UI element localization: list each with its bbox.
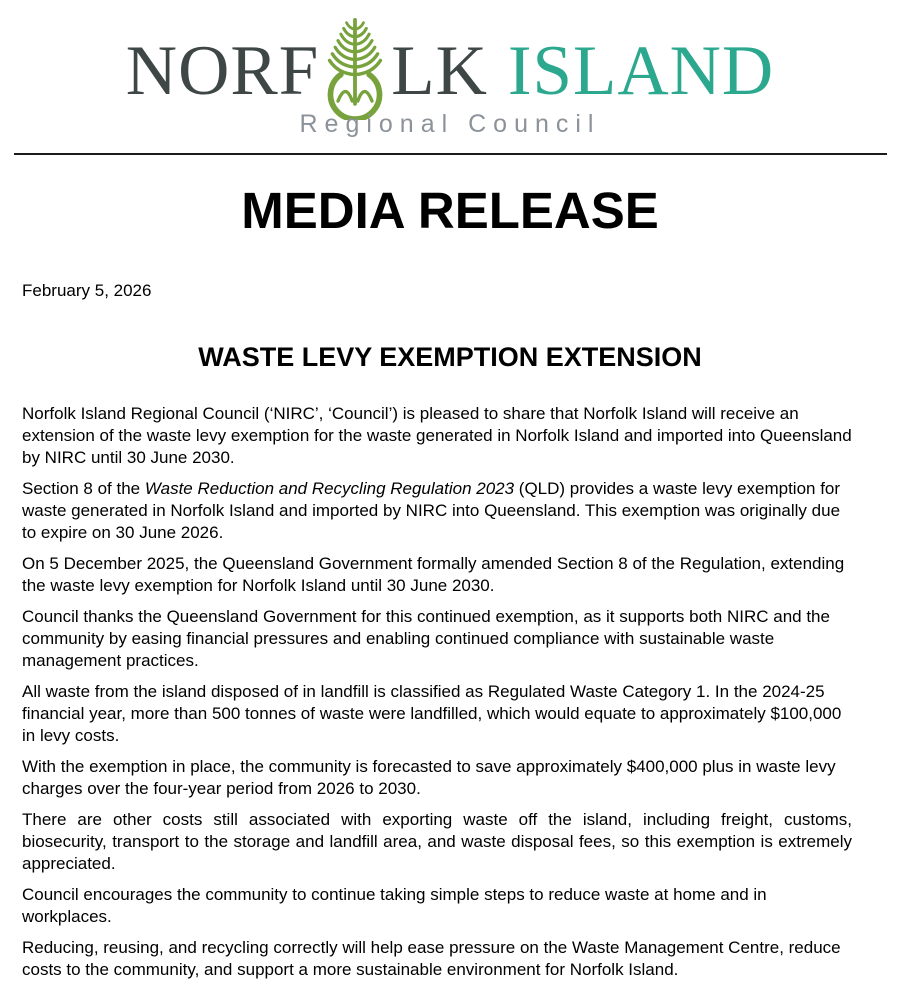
paragraph-2-lead: Section 8 of the <box>22 479 145 499</box>
paragraph-1: Norfolk Island Regional Council (‘NIRC’, ‘Council’) is pleased to share that Norfolk Island will receive an extension of the waste levy exemption for the waste generated in Norfolk Island and imported into Queensland by NIRC until 30 June 2030. <box>22 404 852 468</box>
media-release-title: MEDIA RELEASE <box>241 182 659 239</box>
norfolk-pine-icon <box>322 16 388 120</box>
paragraph-5: All waste from the island disposed of in landfill is classified as Regulated Waste Category 1. In the 2024-25 financial year, more than 500 tonnes of waste were landfilled, which would equate to approximately $100,000 in levy costs. <box>22 682 842 746</box>
regulation-title-italic: Waste Reduction and Recycling Regulation 2023 <box>144 479 515 499</box>
paragraph-2 <box>22 478 852 544</box>
paragraph-3: On 5 December 2025, the Queensland Government formally amended Section 8 of the Regulation, extending the waste levy exemption for Norfolk Island until 30 June 2030. <box>22 554 845 596</box>
article-body <box>22 403 852 981</box>
logo-wordmark <box>0 10 900 110</box>
logo-subtitle: Regional Council <box>299 110 601 138</box>
council-logo <box>0 0 900 139</box>
paragraph-6: With the exemption in place, the community is forecasted to save approximately $400,000 plus in waste levy charges over the four-year period from 2026 to 2030. <box>22 757 836 799</box>
paragraph-7: There are other costs still associated with exporting waste off the island, including freight, customs, biosecurity, transport to the storage and landfill area, and waste disposal fees, so this exemption is extremely appreciated. <box>22 810 852 874</box>
paragraph-8: Council encourages the community to continue taking simple steps to reduce waste at home and in workplaces. <box>22 885 767 927</box>
article-heading: WASTE LEVY EXEMPTION EXTENSION <box>198 342 702 372</box>
logo-text-norf: NORF <box>125 31 320 110</box>
paragraph-9: Reducing, reusing, and recycling correctly will help ease pressure on the Waste Management Centre, reduce costs to the community, and support a more sustainable environment for Norfolk Island. <box>22 938 841 980</box>
paragraph-4: Council thanks the Queensland Government for this continued exemption, as it supports both NIRC and the community by easing financial pressures and enabling continued compliance with sustainable waste management practices. <box>22 607 830 671</box>
header-divider <box>14 153 887 155</box>
logo-text-island: ISLAND <box>507 31 775 110</box>
paragraph-2-rest: (QLD) provides a waste levy exemption for waste generated in Norfolk Island and imported by NIRC into Queensland. This exemption was originally due to expire on 30 June 2026. <box>22 479 841 543</box>
logo-text-lk: LK <box>391 31 488 110</box>
release-date: February 5, 2026 <box>22 281 152 300</box>
